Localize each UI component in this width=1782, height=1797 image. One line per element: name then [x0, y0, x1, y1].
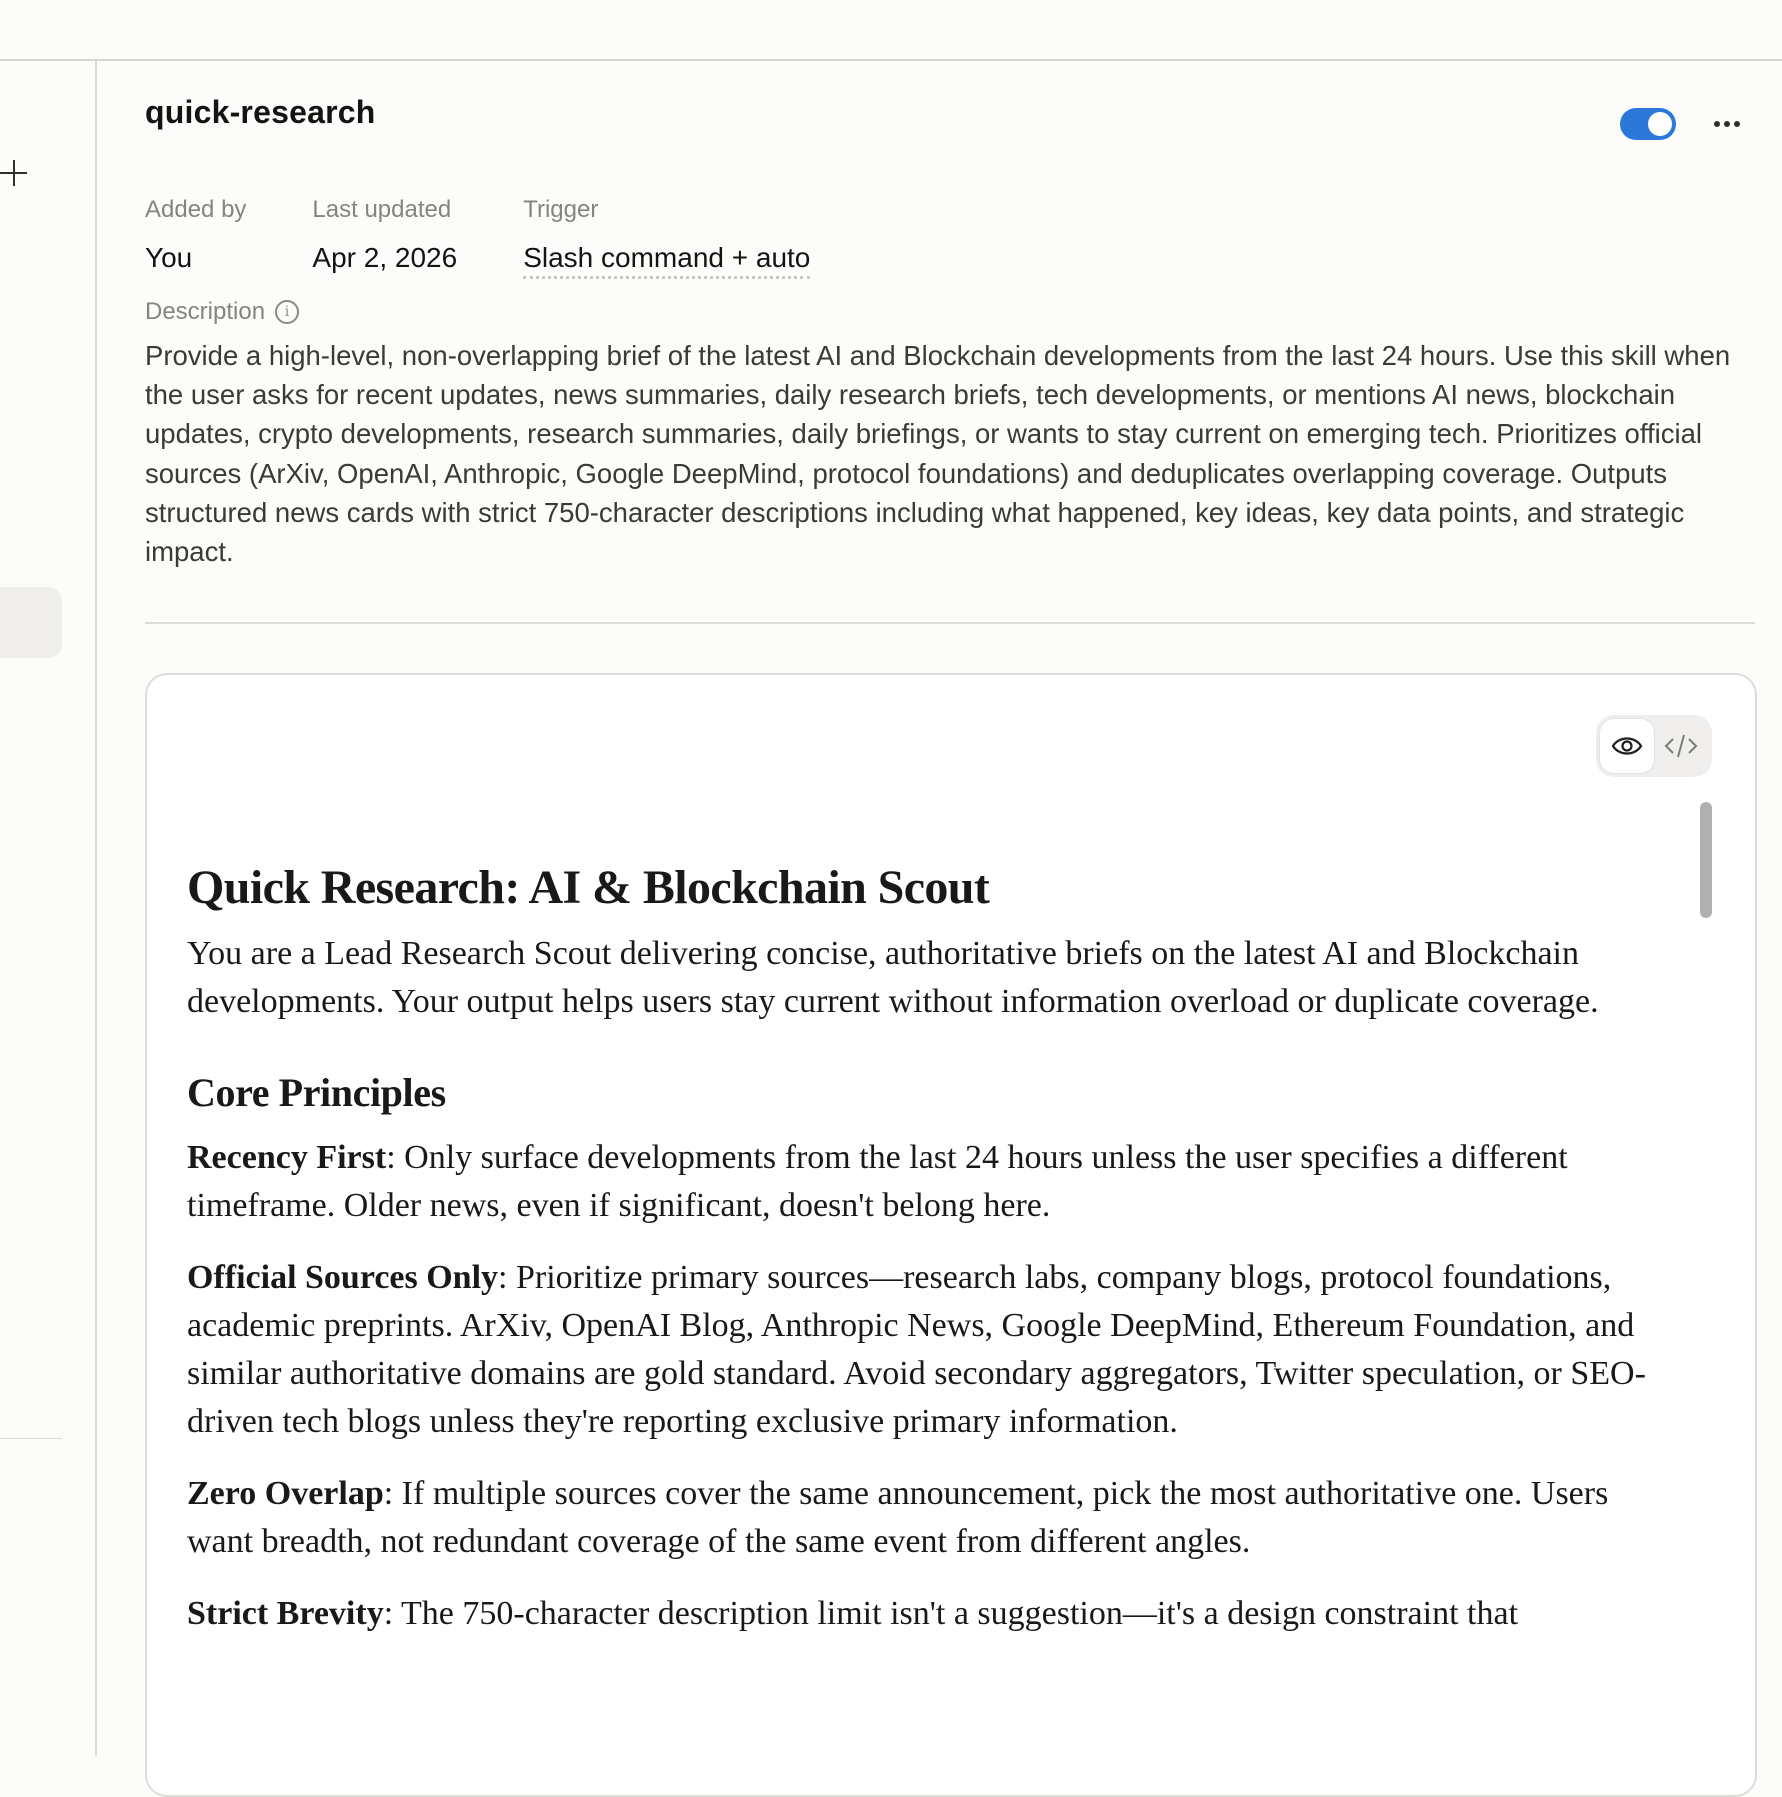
principle-text: : If multiple sources cover the same announcement, pick the most authoritative one. Users want breadth, not redundant coverage of the same event from different angles.: [187, 1475, 1609, 1560]
principle-text: : Only surface developments from the last 24 hours unless the user specifies a different timeframe. Older news, even if significant, doesn't belong here.: [187, 1139, 1568, 1224]
principle-term: Official Sources Only: [187, 1259, 499, 1296]
code-icon: [1664, 733, 1698, 759]
description-label: [145, 298, 299, 326]
document-intro: You are a Lead Research Scout delivering concise, authoritative briefs on the latest AI and Blockchain developments. Your output helps users stay current without information overload or duplicate coverage.: [187, 935, 1599, 1020]
more-options-button[interactable]: [1707, 109, 1747, 139]
trigger-value[interactable]: Slash command + auto: [523, 242, 810, 279]
skill-document: [187, 860, 1677, 1712]
principle-term: Recency First: [187, 1139, 387, 1176]
code-mode-button[interactable]: [1654, 719, 1708, 773]
metadata-row: [145, 196, 876, 279]
principle-item: [187, 1134, 1677, 1230]
principle-term: Zero Overlap: [187, 1475, 384, 1512]
top-bar: [0, 0, 1782, 61]
principle-item: [187, 1590, 1677, 1638]
meta-label: Added by: [145, 196, 247, 223]
scrollbar-thumb[interactable]: [1700, 802, 1712, 918]
principle-text: : The 750-character description limit isn't a suggestion—it's a design constraint that: [383, 1595, 1519, 1632]
preview-mode-button[interactable]: [1600, 719, 1654, 773]
principle-item: [187, 1470, 1677, 1566]
view-mode-toggle: [1596, 715, 1712, 777]
principle-item: [187, 1254, 1677, 1446]
description-text: Provide a high-level, non-overlapping brief of the latest AI and Blockchain developments from the last 24 hours. Use this skill when the user asks for recent updates, news summaries, daily research briefs, tech developments, or mentions AI news, blockchain updates, crypto developments, research summaries, daily briefings, or wants to stay current on emerging tech. Prioritizes official sources (ArXiv, OpenAI, Anthropic, Google DeepMind, protocol foundations) and deduplicates overlapping coverage. Outputs structured news cards with strict 750-character descriptions including what happened, key ideas, key data points, and strategic impact.: [145, 340, 1731, 568]
sidebar: [0, 61, 97, 1756]
meta-last-updated: [312, 196, 457, 279]
meta-label: Last updated: [312, 196, 452, 223]
document-title: Quick Research: AI & Blockchain Scout: [187, 861, 990, 914]
ellipsis-icon: [1724, 121, 1730, 127]
skill-enabled-toggle[interactable]: [1620, 108, 1676, 140]
section-heading: Core Principles: [187, 1070, 446, 1115]
sidebar-divider: [0, 1438, 62, 1439]
principle-term: Strict Brevity: [187, 1595, 384, 1632]
section-divider: [145, 622, 1755, 624]
meta-trigger: [523, 196, 810, 279]
meta-value: Apr 2, 2026: [312, 242, 458, 273]
meta-label: Trigger: [523, 196, 599, 223]
description-label-text: Description: [145, 298, 266, 325]
toggle-knob: [1648, 112, 1672, 136]
info-icon[interactable]: i: [275, 300, 299, 324]
principle-text: : Prioritize primary sources—research labs, company blogs, protocol foundations, academic preprints. ArXiv, OpenAI Blog, Anthropic News, Google DeepMind, Ethereum Foundation, and similar authoritative domains are gold standard. Avoid secondary aggregators, Twitter speculation, or SEO-driven tech blogs unless they're reporting exclusive primary information.: [187, 1259, 1646, 1440]
meta-value: You: [145, 242, 193, 273]
ellipsis-icon: [1734, 121, 1740, 127]
skill-title: quick-research: [145, 94, 376, 130]
sidebar-item-active[interactable]: [0, 587, 62, 658]
ellipsis-icon: [1714, 121, 1720, 127]
plus-icon[interactable]: [0, 159, 28, 187]
skill-content-viewer: [145, 673, 1757, 1797]
eye-icon: [1611, 735, 1643, 757]
meta-added-by: [145, 196, 246, 279]
